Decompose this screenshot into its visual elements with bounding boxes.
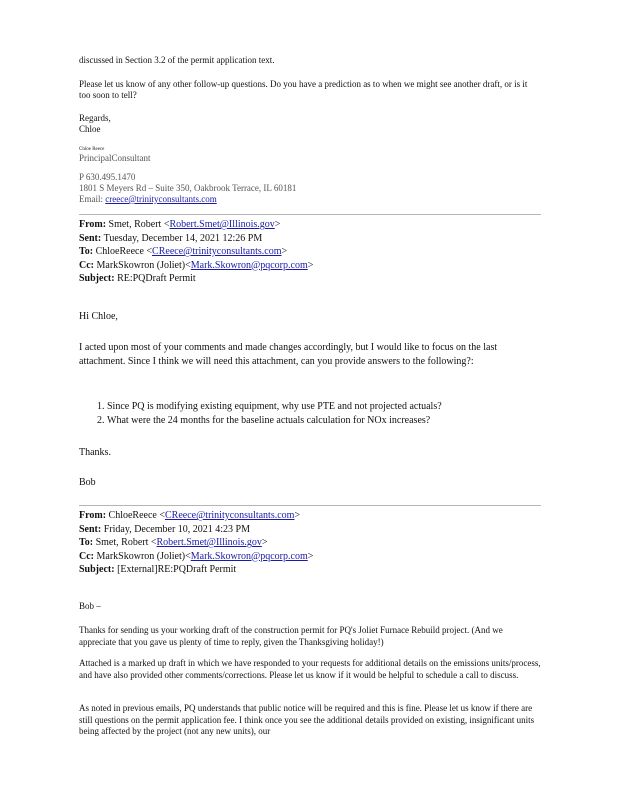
separator-rule [79,505,541,506]
subject-row: Subject: RE:PQDraft Permit [79,273,196,284]
continued-line: discussed in Section 3.2 of the permit application text. [79,55,275,65]
cc-email-link[interactable]: Mark.Skowron@pqcorp.com [190,259,308,271]
chloe-paragraph-1: Thanks for sending us your working draft of the construction permit for PQ's Joliet Furnace Rebuild project. (And we appreciate that you gave us plenty of time to reply, given the Thanksgiving holiday!) [79,625,503,647]
signature-small-name: Chloe Reece [79,147,105,152]
bob-sign: Bob [79,477,96,488]
chloe-greeting: Bob – [79,601,101,611]
signature-email-row [79,194,541,205]
from-row: From: Smet, Robert <Robert.Smet@Illinois.gov> [79,219,281,230]
to-row: To: ChloeReece <CReece@trinityconsultants.com> [79,246,288,257]
to-email-link[interactable]: CReece@trinityconsultants.com [152,246,282,257]
cc-email-link[interactable]: Mark.Skowron@pqcorp.com [190,550,308,562]
signoff-name: Chloe [79,124,101,134]
signature-block [79,147,541,205]
chloe-paragraph-2: Attached is a marked up draft in which we have responded to your requests for additional details on the emissions units/process, and have also provided other comments/corrections. Please let us know if it would be helpful to schedule a call to discuss. [79,658,541,680]
cc-row: Cc: MarkSkowron (Joliet)<Mark.Skowron@pqcorp.com> [79,259,314,271]
bob-email-header [79,218,541,286]
signature-title: PrincipalConsultant [79,153,151,163]
signature-address: 1801 S Meyers Rd – Suite 350, Oakbrook Terrace, IL 60181 [79,183,297,193]
subject-row: Subject: [External]RE:PQDraft Permit [79,564,237,575]
list-item: 1. Since PQ is modifying existing equipment, why use PTE and not projected actuals? [107,400,569,414]
separator-rule [79,214,541,215]
signature-phone: P 630.495.1470 [79,172,136,182]
from-email-link[interactable]: Robert.Smet@Illinois.gov [169,219,275,230]
bob-greeting: Hi Chloe, [79,311,118,322]
list-item: 2. What were the 24 months for the baseline actuals calculation for NOx increases? [107,414,569,428]
sent-row: Sent: Tuesday, December 14, 2021 12:26 PM [79,232,263,244]
bob-thanks: Thanks. [79,447,111,458]
sent-row: Sent: Friday, December 10, 2021 4:23 PM [79,523,251,535]
followup-paragraph: Please let us know of any other follow-up questions. Do you have a prediction as to when we might see another draft, or is it too soon to tell? [79,79,528,100]
to-row: To: Smet, Robert <Robert.Smet@Illinois.gov> [79,537,268,548]
bob-body: I acted upon most of your comments and made changes accordingly, but I would like to focus on the last attachment. Since I think we will need this attachment, can you provide answers to the following?: [79,342,498,367]
from-email-link[interactable]: CReece@trinityconsultants.com [164,510,295,521]
signature-email-link[interactable]: creece@trinityconsultants.com [105,194,217,204]
chloe-paragraph-3: As noted in previous emails, PQ understands that public notice will be required and this is fine. Please let us know if there are still questions on the permit application fee. I think once you see the additional details provided on existing, insignificant units being affected by the project (not any new units), our [79,703,535,736]
cc-row: Cc: MarkSkowron (Joliet)<Mark.Skowron@pqcorp.com> [79,550,314,562]
from-row: From: ChloeReece <CReece@trinityconsultants.com> [79,510,301,521]
signature-email-label: Email: [79,194,103,204]
to-email-link[interactable]: Robert.Smet@Illinois.gov [156,537,262,548]
regards-line: Regards, [79,113,111,123]
bob-question-list [79,400,569,428]
chloe-email-header [79,509,541,577]
